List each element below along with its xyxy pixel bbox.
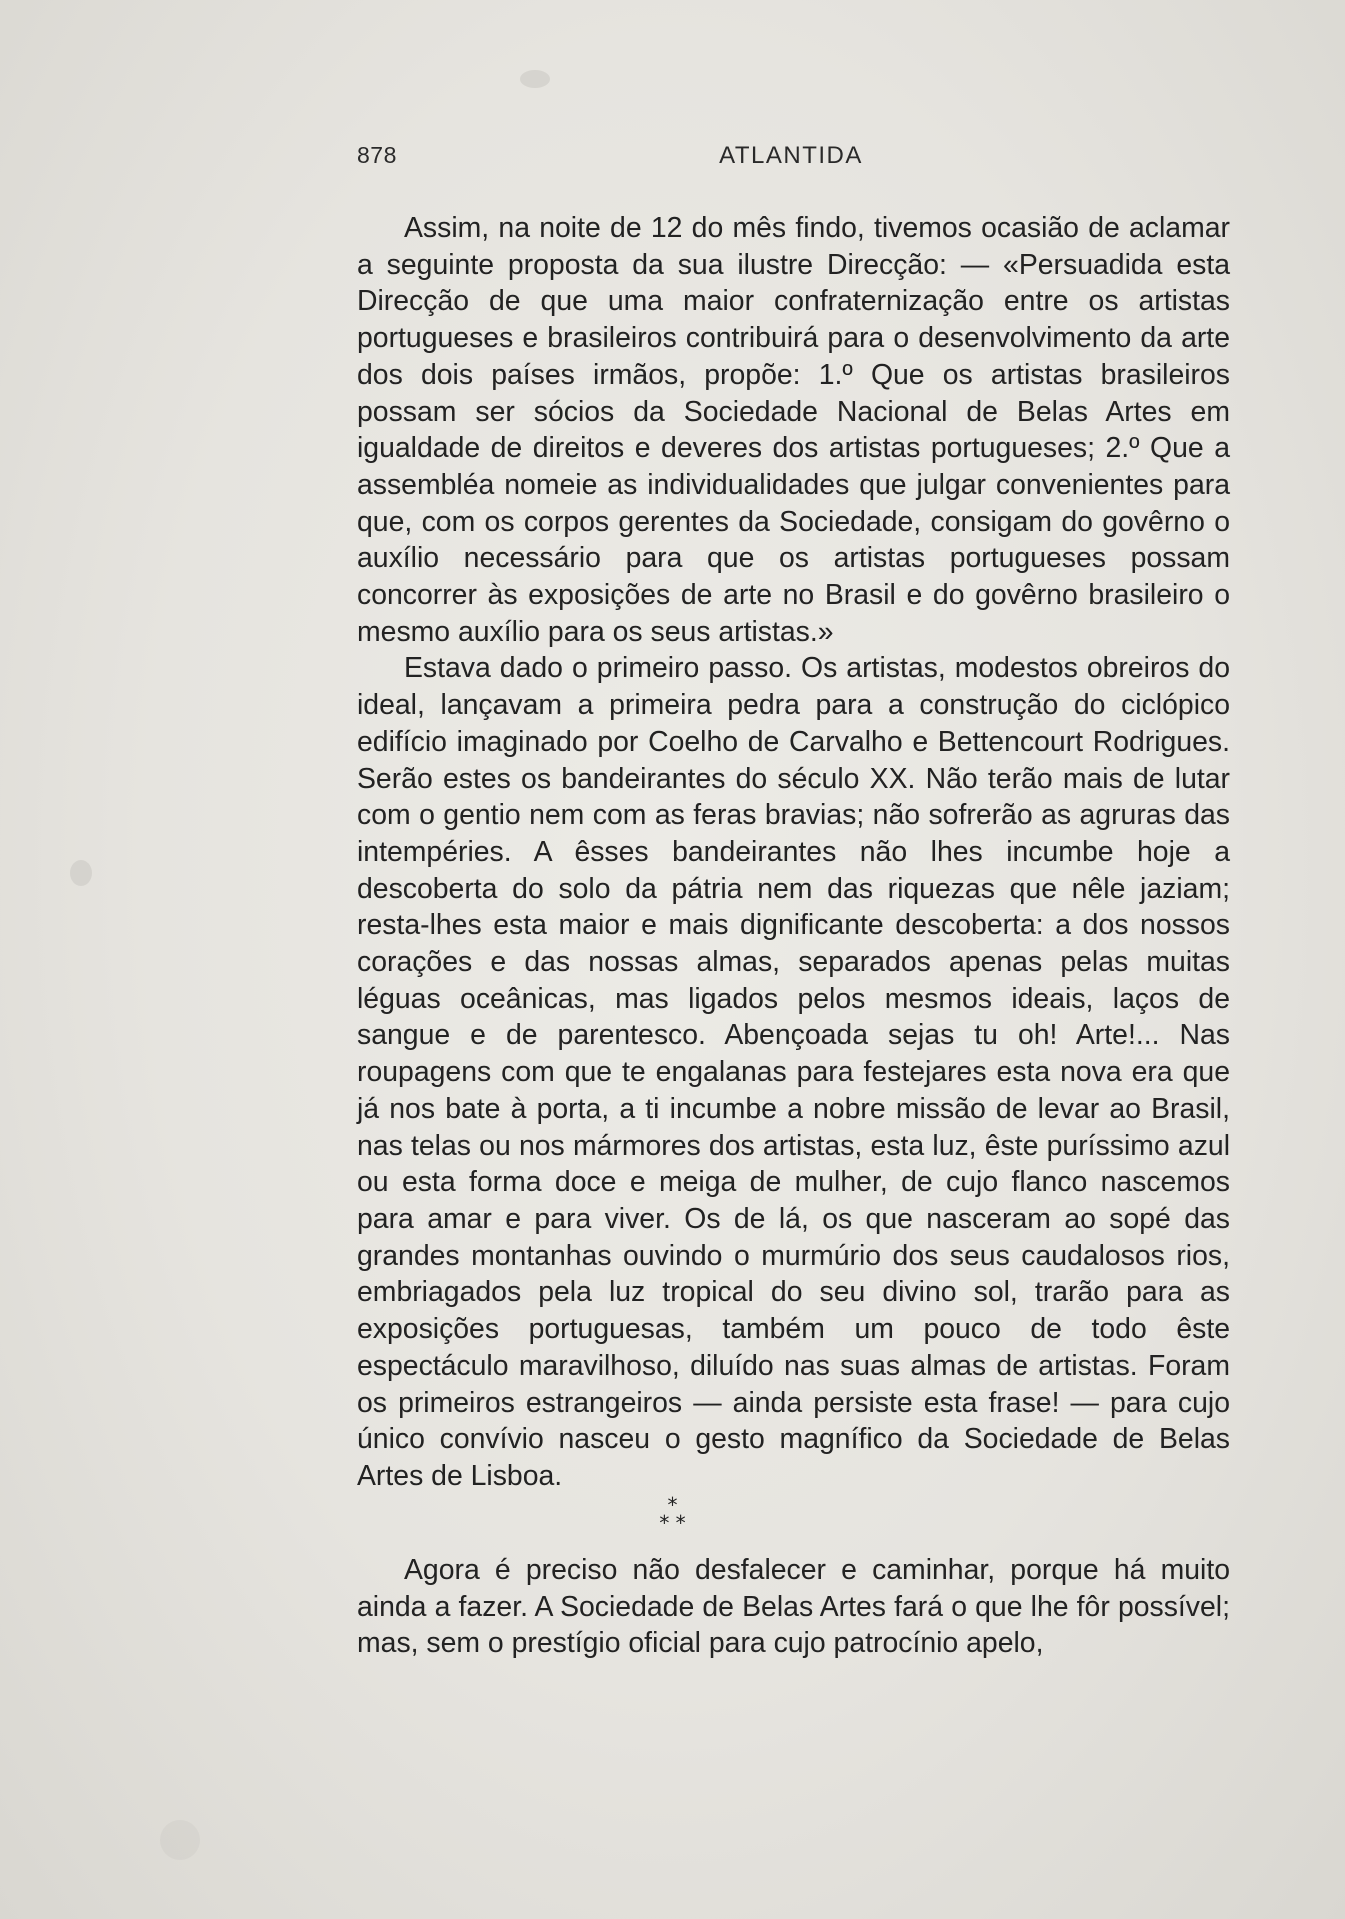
asterism-top: * (667, 1493, 678, 1517)
main-text (357, 210, 1230, 1495)
page-number: 878 (357, 142, 397, 168)
paper-stain (160, 1820, 200, 1860)
asterism-bottom: * * (659, 1511, 686, 1535)
paragraph: Agora é preciso não desfalecer e caminhar, porque há muito ainda a fazer. A Sociedade de Belas Artes fará o que lhe fôr possível; mas, sem o prestígio oficial para cujo patrocínio apelo, (357, 1554, 1230, 1660)
running-title: ATLANTIDA (719, 142, 863, 169)
paper-stain (70, 860, 92, 886)
page-header (357, 142, 1225, 182)
section-break-asterism (0, 1493, 1345, 1535)
continued-text (357, 1552, 1230, 1662)
paragraph: Assim, na noite de 12 do mês findo, tivemos ocasião de aclamar a seguinte proposta da sua ilustre Direcção: — «Persuadida esta Direcção de que uma maior confraternização entre os artistas portugueses e brasileiros contribuirá para o desenvolvimento da arte dos dois países irmãos, propõe: 1.º Que os artistas brasileiros possam ser sócios da Sociedade Nacional de Belas Artes em igualdade de direitos e deveres dos artistas portugueses; 2.º Que a assembléa nomeie as individualidades que julgar convenientes para que, com os corpos gerentes da Sociedade, consigam do govêrno o auxílio necessário para que os artistas portugueses possam concorrer às exposições de arte no Brasil e do govêrno brasileiro o mesmo auxílio para os seus artistas.» (357, 212, 1230, 648)
paragraph: Estava dado o primeiro passo. Os artistas, modestos obreiros do ideal, lançavam a primeira pedra para a construção do ciclópico edifício imaginado por Coelho de Carvalho e Bettencourt Rodrigues. Serão estes os bandeirantes do século XX. Não terão mais de lutar com o gentio nem com as feras bravias; não sofrerão as agruras das intempéries. A êsses bandeirantes não lhes incumbe hoje a descoberta do solo da pátria nem das riquezas que nêle jaziam; resta-lhes esta maior e mais dignificante descoberta: a dos nossos corações e das nossas almas, separados apenas pelas muitas léguas oceânicas, mas ligados pelos mesmos ideais, laços de sangue e de parentesco. Abençoada sejas tu oh! Arte!... Nas roupagens com que te engalanas para festejares esta nova era que já nos bate à porta, a ti incumbe a nobre missão de levar ao Brasil, nas telas ou nos mármores dos artistas, esta luz, êste puríssimo azul ou esta forma doce e meiga de mulher, de cujo flanco nascemos para amar e para viver. Os de lá, os que nasceram ao sopé das grandes montanhas ouvindo o murmúrio dos seus caudalosos rios, embriagados pela luz tropical do seu divino sol, trarão para as exposições portuguesas, também um pouco de todo êste espectáculo maravilhoso, diluído nas suas almas de artistas. Foram os primeiros estrangeiros — ainda persiste esta frase! — para cujo único convívio nasceu o gesto magnífico da Sociedade de Belas Artes de Lisboa. (357, 652, 1230, 1492)
paper-stain (520, 70, 550, 88)
